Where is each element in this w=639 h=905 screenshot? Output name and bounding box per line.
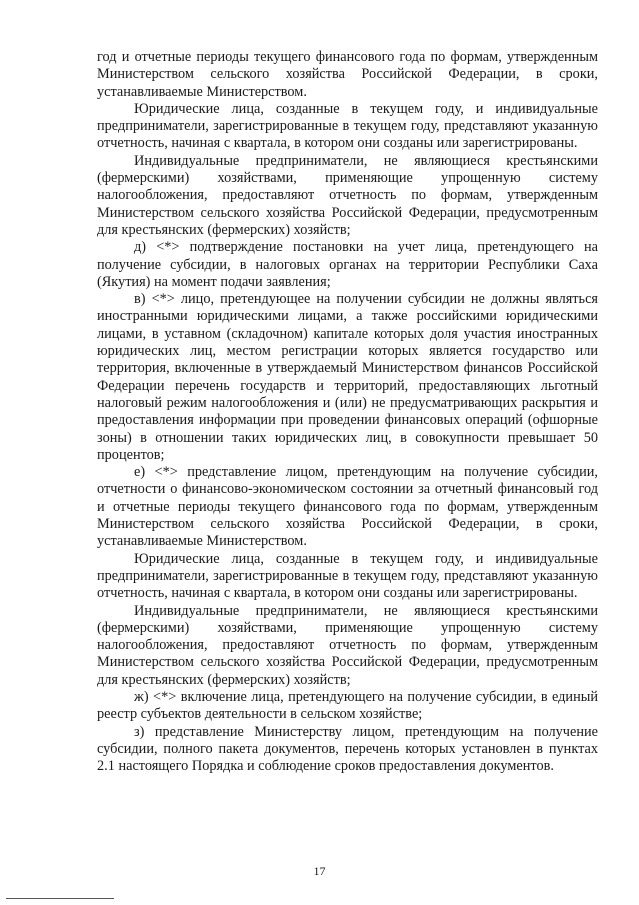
paragraph-7: Юридические лица, созданные в текущем году, и индивидуальные предприниматели, зарегистрированные в текущем году, представляют указанную отчетность, начиная с квартала, в котором они созданы или зарегистрированы.	[97, 550, 598, 602]
page-number: 17	[313, 864, 326, 878]
paragraph-10-item-z: з) представление Министерству лицом, претендующим на получение субсидии, полного пакета документов, перечень которых установлен в пунктах 2.1 настоящего Порядка и соблюдение сроков предоставления документов.	[97, 723, 598, 775]
paragraph-4-item-d: д) <*> подтверждение постановки на учет лица, претендующего на получение субсидии, в налоговых органах на территории Республики Саха (Якутия) на момент подачи заявления;	[97, 239, 598, 290]
paragraph-5-item-v: в) <*> лицо, претендующее на получении субсидии не должны являться иностранными юридическими лицами, а также российскими юридическими лицами, в уставном (складочном) капитале которых доля участия иностранных юридических лиц, местом регистрации которых является государство или территория, включенные в утверждаемый Министерством финансов Российской Федерации перечень государств и территорий, предоставляющих льготный налоговый режим налогообложения и (или) не предусматривающих раскрытия и предоставления информации при проведении финансовых операций (офшорные зоны) в отношении таких юридических лиц, в совокупности превышает 50 процентов;	[97, 291, 598, 463]
paragraph-9-item-zh: ж) <*> включение лица, претендующего на получение субсидии, в единый реестр субъектов деятельности в сельском хозяйстве;	[97, 688, 598, 723]
paragraph-1: год и отчетные периоды текущего финансового года по формам, утвержденным Министерством сельского хозяйства Российской Федерации, в сроки, устанавливаемые Министерством.	[97, 49, 598, 100]
footnote-divider	[6, 898, 114, 899]
paragraph-3: Индивидуальные предприниматели, не являющиеся крестьянскими (фермерскими) хозяйствами, применяющие упрощенную систему налогообложения, предоставляют отчетность по формам, утвержденным Министерством сельского хозяйства Российской Федерации, предусмотренным для крестьянских (фермерских) хозяйств;	[97, 152, 598, 238]
paragraph-6-item-e: е) <*> представление лицом, претендующим на получение субсидии, отчетности о финансово-экономическом состоянии за отчетный финансовый год и отчетные периоды текущего финансового года по формам, утвержденным Министерством сельского хозяйства Российской Федерации, в сроки, устанавливаемые Министерством.	[97, 464, 598, 550]
paragraph-2: Юридические лица, созданные в текущем году, и индивидуальные предприниматели, зарегистрированные в текущем году, представляют указанную отчетность, начиная с квартала, в котором они созданы или зарегистрированы.	[97, 100, 598, 152]
document-body	[97, 49, 598, 775]
paragraph-8: Индивидуальные предприниматели, не являющиеся крестьянскими (фермерскими) хозяйствами, применяющие упрощенную систему налогообложения, предоставляют отчетность по формам, утвержденным Министерством сельского хозяйства Российской Федерации, предусмотренным для крестьянских (фермерских) хозяйств;	[97, 602, 598, 688]
